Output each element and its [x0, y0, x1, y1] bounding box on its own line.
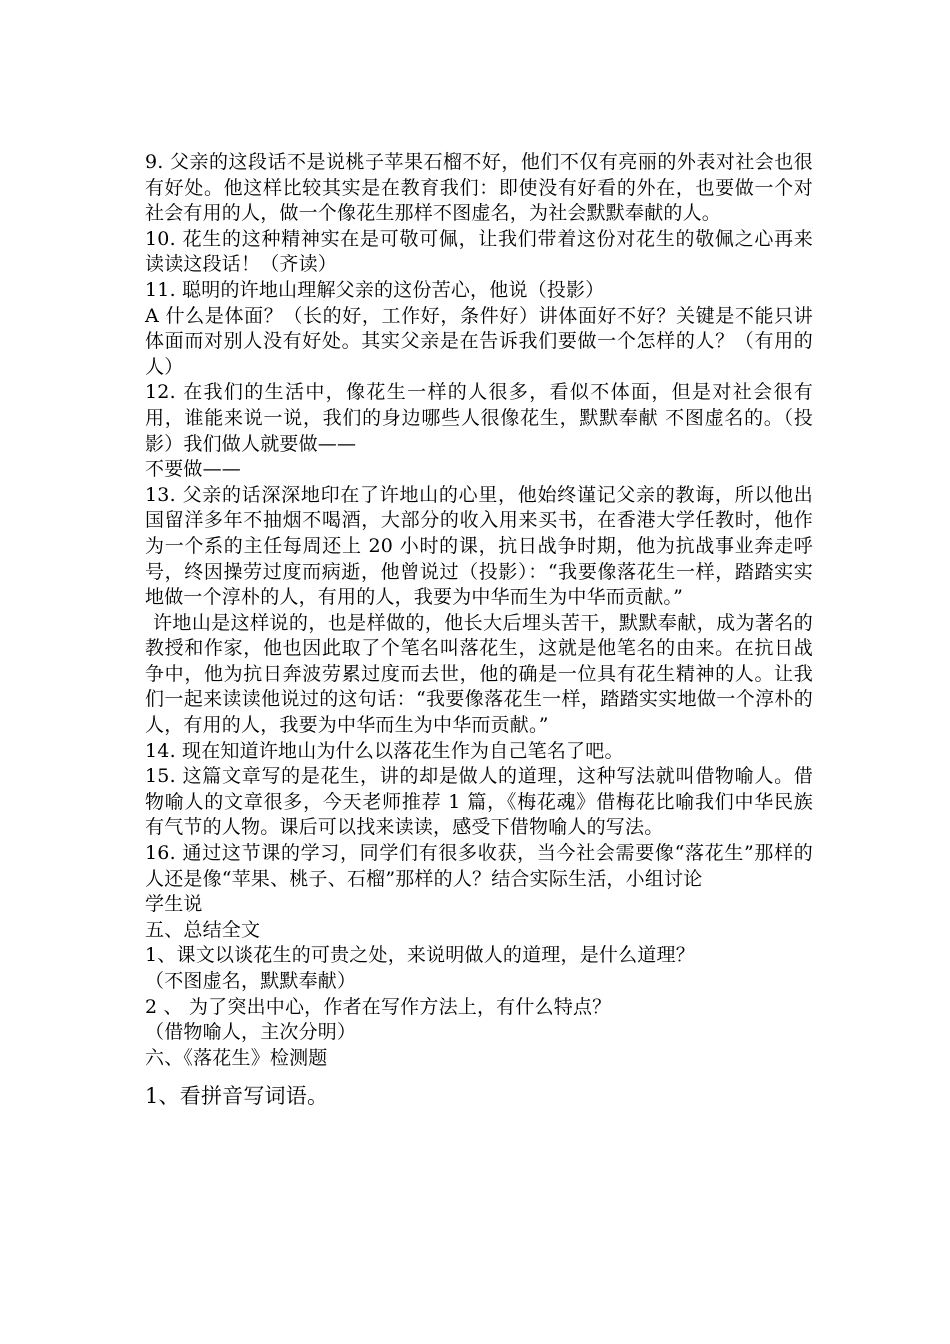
paragraph-students-say: 学生说 [145, 893, 203, 916]
document-page [145, 150, 813, 1111]
summary-question-2: 2 、 为了突出中心，作者在写作方法上，有什么特点？ [145, 995, 612, 1018]
paragraph-xu-dishan: 许地山是这样说的，也是样做的，他长大后埋头苦干，默默奉献，成为著名的教授和作家，他也因此取了个笔名叫落花生，这就是他笔名的由来。在抗日战争中，他为抗日奔波劳累过度而去世，他的确是一位具有花生精神的人。让我们一起来读读他说过的这句话：“我要像落花生一样，踏踏实实地做一个淳朴的人，有用的人，我要为中华而生为中华而贡献。” [145, 611, 813, 737]
test-item-1: 1、看拼音写词语。 [145, 1084, 329, 1109]
summary-question-1: 1、课文以谈花生的可贵之处，来说明做人的道理，是什么道理？ [145, 944, 695, 967]
paragraph-a: A 什么是体面？（长的好，工作好，条件好）讲体面好不好？关键是不能只讲体面而对别人没有好处。其实父亲是在告诉我们要做一个怎样的人？（有用的人） [145, 304, 813, 378]
paragraph-14: 14. 现在知道许地山为什么以落花生作为自己笔名了吧。 [145, 739, 624, 762]
paragraph-9: 9. 父亲的这段话不是说桃子苹果石榴不好，他们不仅有亮丽的外表对社会也很有好处。他这样比较其实是在教育我们：即使没有好看的外在，也要做一个对社会有用的人，做一个像花生那样不图虚名，为社会默默奉献的人。 [145, 151, 813, 225]
paragraph-11: 11. 聪明的许地山理解父亲的这份苦心，他说（投影） [145, 278, 605, 301]
summary-answer-1: （不图虚名，默默奉献） [145, 970, 357, 992]
paragraph-12: 12. 在我们的生活中，像花生一样的人很多，看似不体面，但是对社会很有用，谁能来说一说，我们的身边哪些人很像花生，默默奉献 不图虚名的。（投影）我们做人就要做—— [145, 381, 813, 455]
section-heading-summary: 五、总结全文 [145, 918, 261, 941]
section-heading-test: 六、《落花生》检测题 [145, 1046, 328, 1069]
paragraph-10: 10. 花生的这种精神实在是可敬可佩，让我们带着这份对花生的敬佩之心再来读读这段话！（齐读） [145, 227, 813, 276]
paragraph-13: 13. 父亲的话深深地印在了许地山的心里，他始终谨记父亲的教诲，所以他出国留洋多年不抽烟不喝酒，大部分的收入用来买书，在香港大学任教时，他作为一个系的主任每周还上 20 小时的课，抗日战争时期，他为抗战事业奔走呼号，终因操劳过度而病逝，他曾说过（投影）：“我要像落花生一样，踏踏实实地做一个淳朴的人，有用的人，我要为中华而生为中华而贡献。” [145, 483, 813, 609]
paragraph-dont-be: 不要做—— [145, 458, 242, 481]
paragraph-16: 16. 通过这节课的学习，同学们有很多收获，当今社会需要像“落花生”那样的人还是像“苹果、桃子、石榴”那样的人？结合实际生活，小组讨论 [145, 842, 813, 890]
paragraph-15: 15. 这篇文章写的是花生，讲的却是做人的道理，这种写法就叫借物喻人。借物喻人的文章很多，今天老师推荐 1 篇，《梅花魂》借梅花比喻我们中华民族有气节的人物。课后可以找来读读，感受下借物喻人的写法。 [145, 765, 813, 839]
summary-answer-2: （借物喻人，主次分明） [145, 1021, 357, 1044]
